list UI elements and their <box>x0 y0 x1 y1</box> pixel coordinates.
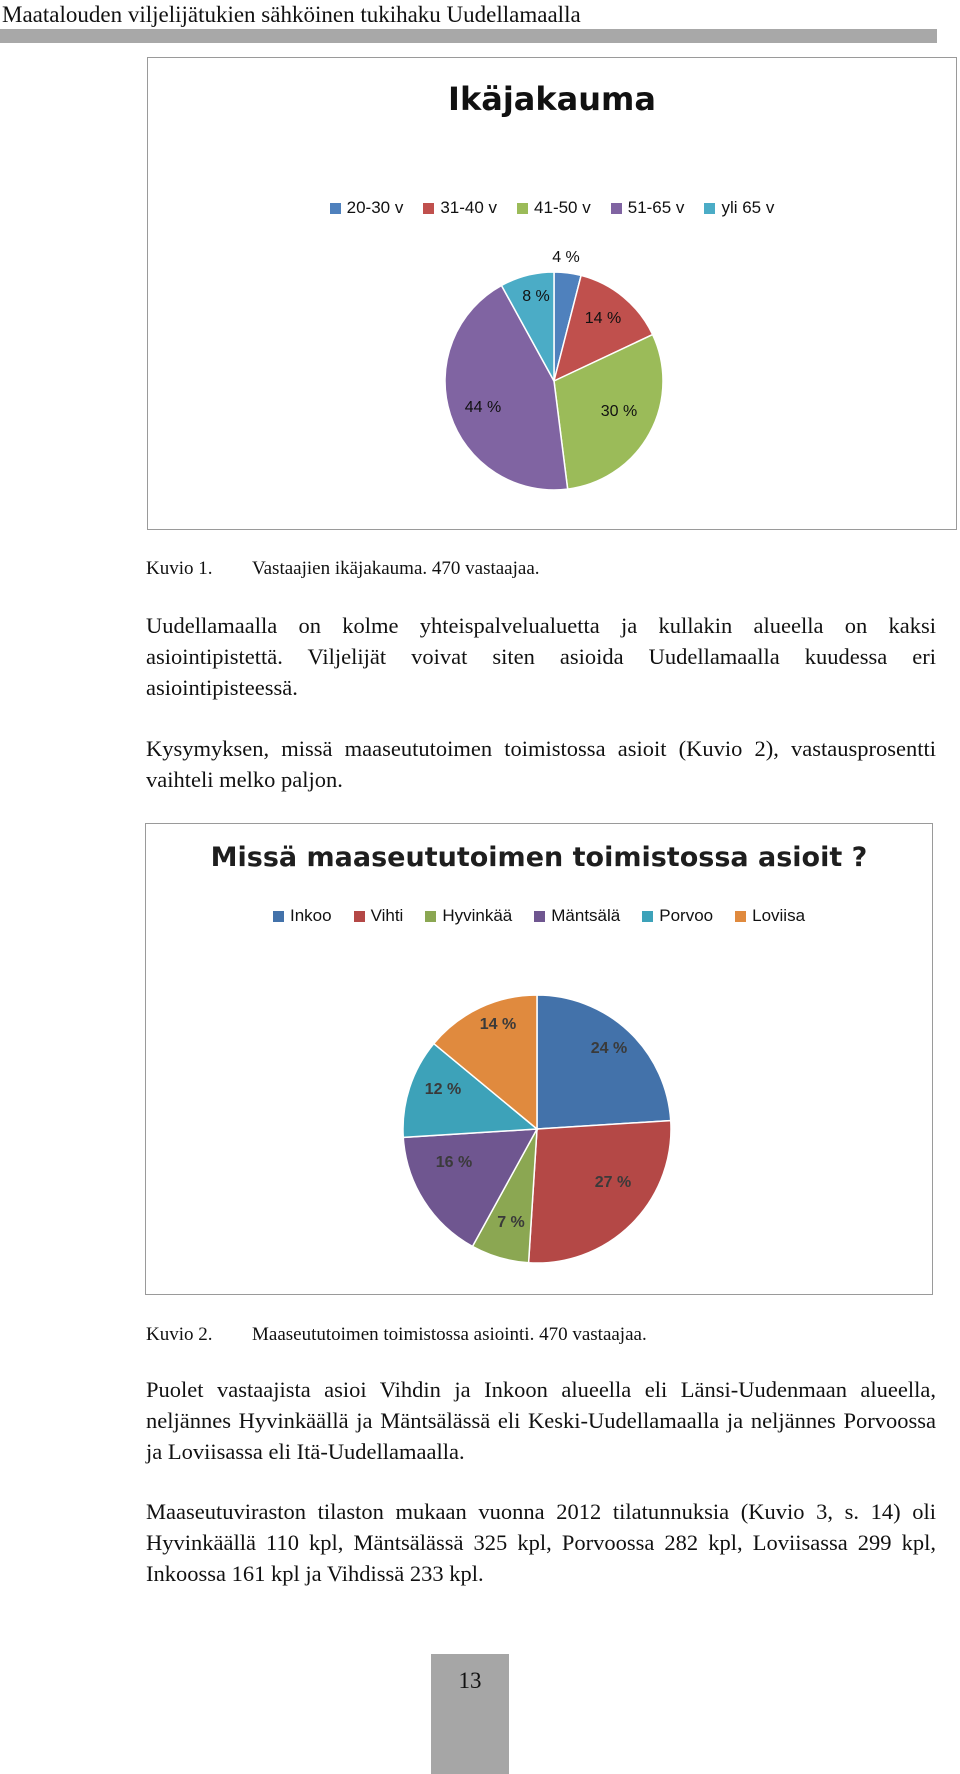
page-number-box <box>431 1654 509 1774</box>
legend-label: 20-30 v <box>346 198 404 217</box>
legend-label: Inkoo <box>289 906 332 925</box>
pie-chart-plot <box>148 58 958 531</box>
pie-data-label: 14 % <box>479 1016 517 1033</box>
paragraph: Kysymyksen, missä maaseututoimen toimistossa asioit (Kuvio 2), vastausprosentti vaihteli melko paljon. <box>146 736 936 792</box>
legend-label: yli 65 v <box>721 198 775 217</box>
age-distribution-chart <box>147 57 957 530</box>
chart-title: Ikäjakauma <box>448 80 656 118</box>
pie-data-label: 30 % <box>600 403 638 420</box>
office-chart <box>145 823 933 1295</box>
paragraph: Puolet vastaajista asioi Vihdin ja Inkoon alueella eli Länsi-Uudenmaan alueella, neljännes Hyvinkäällä ja Mäntsälässä eli Keski-Uudellamaalla ja neljännes Porvoossa ja Loviisassa eli Itä-Uudellamaalla. <box>146 1377 936 1464</box>
legend-label: Porvoo <box>659 906 714 925</box>
figure-1-caption <box>146 558 540 580</box>
pie-slice <box>537 995 671 1129</box>
paragraph: Uudellamaalla on kolme yhteispalvelualuetta ja kullakin alueella on kaksi asiointipistettä. Viljelijät voivat siten asioida Uudellamaalla kuudessa eri asiointipisteessä. <box>146 613 936 700</box>
pie-data-label: 4 % <box>552 249 580 266</box>
paragraph: Maaseutuviraston tilaston mukaan vuonna 2012 tilatunnuksia (Kuvio 3, s. 14) oli Hyvinkäällä 110 kpl, Mäntsälässä 325 kpl, Porvoossa 282 kpl, Loviisassa 299 kpl, Inkoossa 161 kpl ja Vihdissä 233 kpl. <box>146 1499 936 1586</box>
legend-label: 41-50 v <box>534 198 591 217</box>
legend-label: Loviisa <box>752 906 806 925</box>
pie-data-label: 27 % <box>594 1174 632 1191</box>
caption-number: Kuvio 1. <box>146 558 213 579</box>
pie-slice <box>529 1121 671 1263</box>
caption-text: Vastaajien ikäjakauma. 470 vastaajaa. <box>252 558 540 579</box>
caption-text: Maaseututoimen toimistossa asiointi. 470 vastaajaa. <box>252 1324 647 1345</box>
pie-data-label: 44 % <box>464 399 502 416</box>
pie-chart-plot <box>146 824 934 1296</box>
pie-data-label: 16 % <box>435 1154 473 1171</box>
caption-number: Kuvio 2. <box>146 1324 213 1345</box>
page-number: 13 <box>458 1668 482 1693</box>
header-rule <box>0 29 937 43</box>
pie-data-label: 14 % <box>584 310 622 327</box>
figure-2-caption <box>146 1324 647 1346</box>
pie-data-label: 8 % <box>522 288 550 305</box>
chart-title: Missä maaseututoimen toimistossa asioit ? <box>210 842 868 873</box>
pie-data-label: 7 % <box>497 1214 525 1231</box>
running-header-title: Maatalouden viljelijätukien sähköinen tukihaku Uudellamaalla <box>2 2 581 27</box>
legend-label: 31-40 v <box>440 198 498 217</box>
legend-label: Mäntsälä <box>551 906 621 925</box>
legend-label: 51-65 v <box>627 198 685 217</box>
pie-data-label: 12 % <box>424 1081 462 1098</box>
legend-label: Hyvinkää <box>442 906 513 925</box>
pie-data-label: 24 % <box>590 1040 628 1057</box>
legend-label: Vihti <box>370 906 404 925</box>
